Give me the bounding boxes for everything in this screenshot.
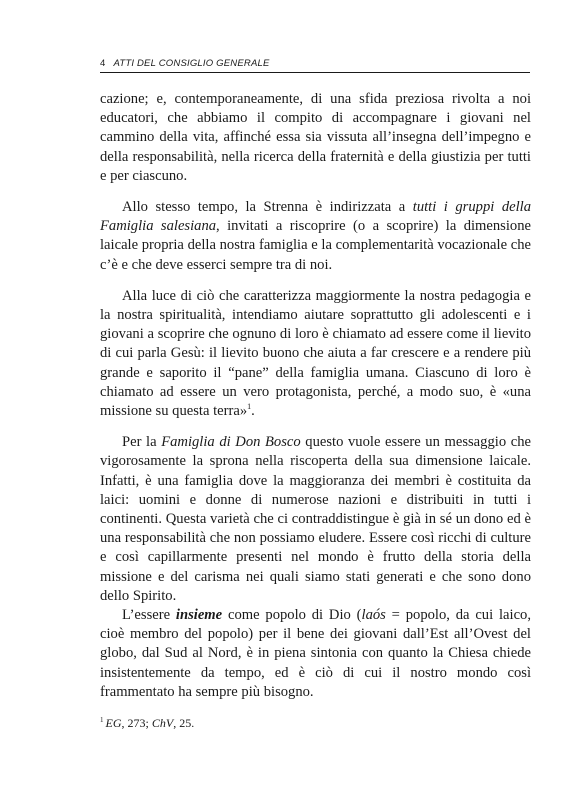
paragraph-3-end: . xyxy=(251,403,255,420)
footnote-text-1: , 273; xyxy=(121,716,152,730)
footnote-ref-chv: ChV xyxy=(151,716,174,730)
paragraph-4-text-b: questo vuole essere un messaggio che vigorosamente la sprona nella riscoperta della sua dimensione laicale. Infatti, è una famiglia dove la maggioranza dei membri è costituita da laici: uomini e donne di numerose nazioni e distribuiti in tutti i continenti. Questa varietà che ci contraddistingue è già in sé un dono ed è una responsabilità che non possiamo eludere. Essere così ricchi di culture e così capillarmente presenti nel mondo è frutto della storia della missione e del carisma nei quali siamo stati generati e che sono dono dello Spirito. xyxy=(100,434,531,604)
footnote-reference: 1 xyxy=(247,402,252,412)
paragraph-3-text: Alla luce di ciò che caratterizza maggiormente la nostra pedagogia e la nostra spiritualità, intendiamo aiutare soprattutto gli adolescenti e i giovani a scoprire che ognuno di loro è chiamato ad essere come il lievito di cui parla Gesù: il lievito buono che aiuta a far crescere e a rendere più grande e saporito il “pane” della famiglia umana. Ciascuno di loro è chiamato ad essere un vero protagonista, perché, a modo suo, è «una missione su questa terra» xyxy=(100,287,531,420)
paragraph-4 xyxy=(100,433,531,606)
running-title: ATTI DEL CONSIGLIO GENERALE xyxy=(113,58,270,69)
body-text xyxy=(100,90,531,702)
paragraph-4-italic: Famiglia di Don Bosco xyxy=(161,434,301,451)
paragraph-5-text-c: = popolo, da cui laico, cioè membro del popolo) per il bene dei giovani dall’Est all’Ovest del globo, dal Sud al Nord, è in piena sintonia con quanto la Chiesa chiede insistentemente da tempo, ed è ciò di cui il nostro mondo così frammentato ha sempre più bisogno. xyxy=(100,607,531,700)
paragraph-4-text-a: Per la xyxy=(122,434,162,451)
paragraph-5-italic: laós xyxy=(361,607,386,624)
paragraph-5-text-a: L’essere xyxy=(122,607,176,624)
footnote xyxy=(100,716,530,731)
paragraph-2 xyxy=(100,198,531,275)
footnote-ref-eg: EG xyxy=(105,716,122,730)
paragraph-2-text-b: , invitati a riscoprire (o a scoprire) la dimensione laicale propria della nostra famiglia e la complementarità vocazionale che c’è e che deve esserci sempre tra di noi. xyxy=(100,218,531,273)
header-rule xyxy=(100,72,530,73)
footnote-marker: 1 xyxy=(100,716,104,724)
paragraph-3 xyxy=(100,287,531,421)
running-header xyxy=(100,58,530,69)
footnote-text-2: , 25. xyxy=(173,716,195,730)
paragraph-2-italic: tutti i gruppi della Famiglia salesiana xyxy=(100,199,531,235)
page-number: 4 xyxy=(100,58,106,69)
paragraph-5-bold-italic: insieme xyxy=(175,607,223,624)
paragraph-1 xyxy=(100,90,531,186)
paragraph-5 xyxy=(100,606,531,702)
paragraph-1-text: cazione; e, contemporaneamente, di una sfida preziosa rivolta a noi educatori, che abbiamo il compito di accompagnare i giovani nel cammino della vita, affinché essa sia vissuta all’insegna dell’impegno e della responsabilità, nella ricerca della fraternità e della giustizia per tutti e per ciascuno. xyxy=(100,91,531,184)
paragraph-5-text-b: come popolo di Dio ( xyxy=(222,607,362,624)
paragraph-2-text-a: Allo stesso tempo, la Strenna è indirizzata a xyxy=(122,199,413,216)
